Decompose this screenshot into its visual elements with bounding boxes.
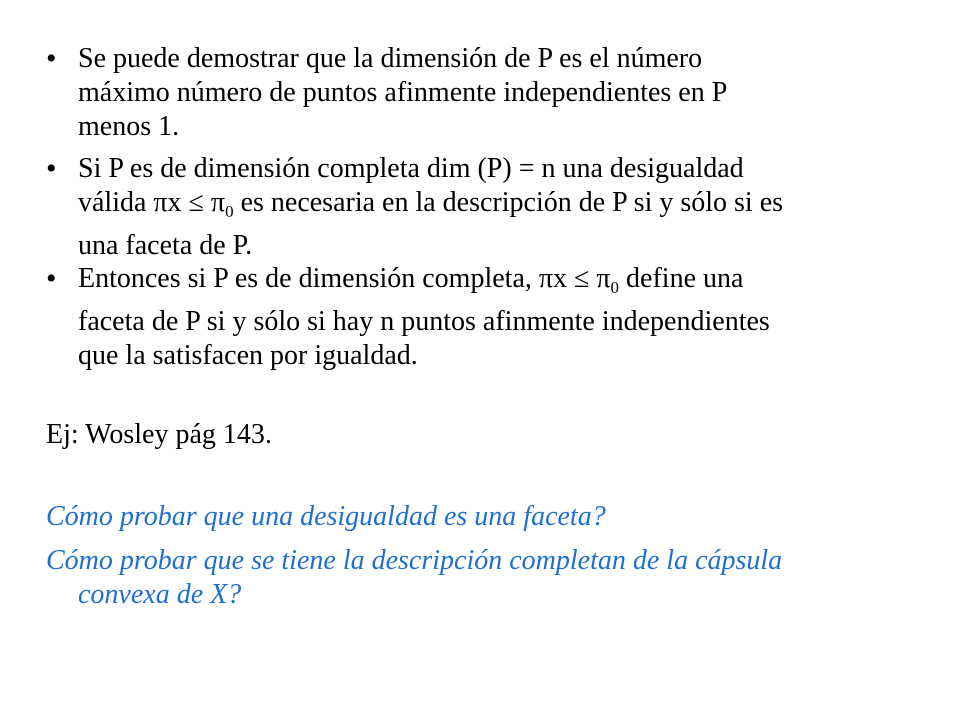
subscript: 0 [225, 202, 234, 221]
bullet-text [78, 262, 938, 373]
question-line: convexa de X? [78, 579, 242, 610]
bullet-marker: • [46, 152, 57, 185]
bullet-line: faceta de P si y sólo si hay n puntos afinmente independientes [78, 306, 770, 337]
inequality-rest: define una [619, 263, 744, 294]
bullet-line-with-subscript [78, 262, 938, 305]
bullet-line: una faceta de P. [78, 230, 253, 261]
example-reference: Ej: Wosley pág 143. [46, 419, 272, 450]
bullet-marker: • [46, 42, 57, 75]
bullet-line: máximo número de puntos afinmente independientes en P [78, 77, 728, 108]
bullet-text [78, 152, 938, 263]
bullet-line: menos 1. [78, 111, 180, 142]
bullet-line: Si P es de dimensión completa dim (P) = n una desigualdad [78, 153, 744, 184]
question-facet [46, 500, 946, 534]
question-line: Cómo probar que una desigualdad es una faceta? [46, 501, 606, 532]
bullet-text [78, 42, 938, 144]
subscript: 0 [610, 278, 620, 297]
inequality-text: válida πx ≤ π [78, 187, 226, 218]
bullet-marker: • [46, 262, 57, 295]
question-complete-description [46, 544, 946, 612]
bullet-line: que la satisfacen por igualdad. [78, 340, 418, 371]
bullet-line-with-subscript [78, 186, 938, 229]
question-line: Cómo probar que se tiene la descripción completan de la cápsula [46, 545, 783, 576]
inequality-text: Entonces si P es de dimensión completa, πx ≤ π [78, 263, 611, 294]
bullet-line: Se puede demostrar que la dimensión de P es el número [78, 43, 703, 74]
inequality-rest: es necesaria en la descripción de P si y sólo si es [233, 187, 784, 218]
